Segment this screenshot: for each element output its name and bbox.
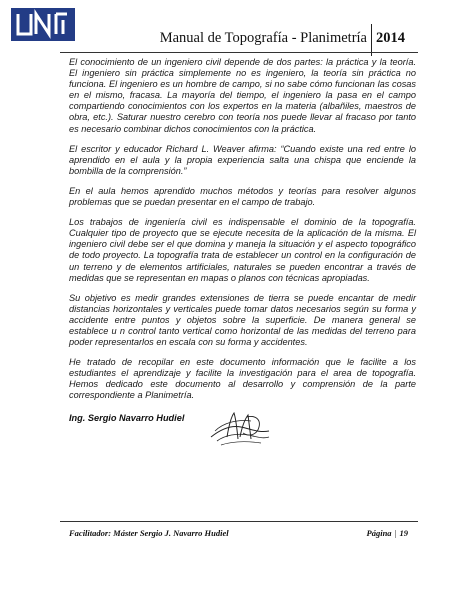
paragraph-classroom: En el aula hemos aprendido muchos métodos y teorías para resolver algunos problemas que se puedan presentar en el campo de trabajo. — [69, 185, 416, 208]
document-year: 2014 — [376, 30, 405, 46]
paragraph-objective: Su objetivo es medir grandes extensiones de tierra se puede encantar de medir distancias horizontales y verticales puede tomar datos necesarios según su forma y accidente entre puntos y objetos sobre la superficie. De manera general se establece u n control tanto vertical como horizontal de las medidas del terreno para poder representarlos en escala con su forma y accidentes. — [69, 292, 416, 348]
page-separator: | — [394, 528, 397, 538]
signer-name: Ing. Sergio Navarro Hudiel — [69, 412, 185, 423]
paragraph-practice-theory: El conocimiento de un ingeniero civil depende de dos partes: la práctica y la teoría. El ingeniero sin práctica simplemente no es ingeniero, la teoría sin práctica no funciona. El ingeniero es un hombre de campo, si no sabe cómo funcionan las cosas en el mismo, fracasa. La mayoría del tiempo, el ingeniero la pasa en el campo compartiendo conocimientos con los expertos en la materia (albañiles, maestros de obra, etc.). Saturar nuestro cerebro con teoría nos puede llevar al fracaso por tanto es necesario combinar dichos conocimientos con la práctica. — [69, 57, 416, 134]
signature-block — [69, 411, 416, 453]
document-title: Manual de Topografía - Planimetría — [159, 30, 367, 46]
uni-logo-icon — [11, 8, 75, 41]
paragraph-weaver-quote: El escritor y educador Richard L. Weaver afirma: “Cuando existe una red entre lo aprendido en el aula y la propia experiencia salta una chispa que enciende la bombilla de la comprensión.” — [69, 143, 416, 176]
footer-rule — [60, 521, 418, 522]
document-body — [69, 57, 416, 453]
footer-facilitator: Facilitador: Máster Sergio J. Navarro Hudiel — [69, 528, 229, 538]
handwritten-signature-icon — [207, 407, 273, 449]
footer-page-number — [352, 528, 408, 538]
paragraph-dedication: He tratado de recopilar en este documento información que le facilite a los estudiantes el aprendizaje y facilite la investigación para el area de topografía. Hemos dedicado este documento al desarrollo y comprensión de la parte correspondiente a Planimetría. — [69, 357, 416, 401]
header-rule — [60, 52, 418, 53]
paragraph-topography-role: Los trabajos de ingeniería civil es indispensable el dominio de la topografía. Cualquier tipo de proyecto que se ejecute necesita de la aplicación de la misma. El ingeniero civil debe ser el que domina y maneja la situación y el aspecto topográfico de todo proyecto. La topografía trata de establecer un control en la configuración de un terreno y de elementos artificiales, naturales se pueden encontrar a través de medidas que se representan en mapas o planos con técnicas apropiadas. — [69, 217, 416, 283]
page-number: 19 — [399, 528, 408, 538]
page-label: Página — [366, 528, 392, 538]
